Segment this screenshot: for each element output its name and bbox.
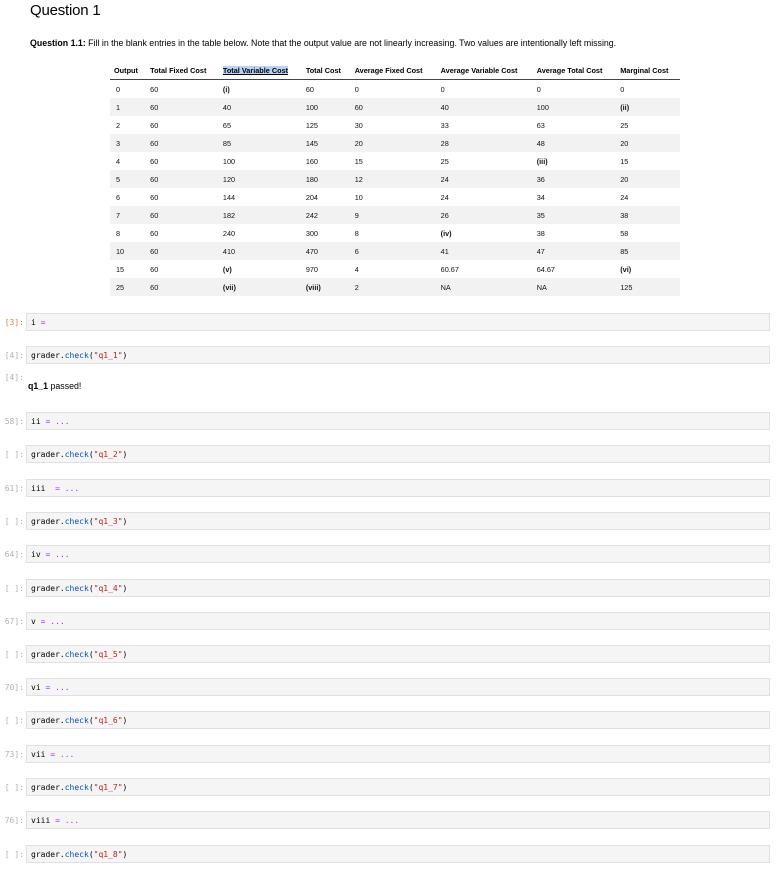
- code-input[interactable]: grader.check("q1_4"): [26, 579, 770, 597]
- code-method: check: [64, 517, 89, 526]
- code-string: "q1_7": [93, 783, 123, 792]
- cell-prompt: 64]:: [4, 550, 24, 559]
- table-cell: 60: [150, 102, 159, 112]
- table-cell: 34: [536, 192, 545, 202]
- cell-prompt: [4]:: [4, 351, 24, 360]
- table-cell: 9: [354, 210, 359, 220]
- table-cell: 85: [620, 246, 629, 256]
- code-variable: v: [31, 617, 36, 626]
- table-cell: 40: [222, 102, 232, 112]
- code-method: check: [64, 783, 89, 792]
- cell-prompt: 76]:: [4, 816, 24, 825]
- question-heading: Question 1: [30, 2, 101, 19]
- table-cell: 4: [116, 156, 121, 166]
- table-cell: 63: [536, 120, 545, 130]
- table-cell: 35: [536, 210, 545, 220]
- code-variable: vi: [31, 683, 41, 692]
- table-cell: 8: [116, 228, 121, 238]
- code-function: grader.check: [31, 517, 89, 526]
- code-operator: = ...: [45, 750, 75, 759]
- code-string: "q1_6": [93, 716, 123, 725]
- table-cell: 12: [354, 174, 363, 184]
- table-cell: 60: [150, 120, 159, 130]
- code-input[interactable]: [26, 545, 770, 563]
- table-cell: (i): [222, 84, 230, 94]
- table-cell: 0: [354, 84, 359, 94]
- column-header: Output: [110, 62, 146, 80]
- code-operator: = ...: [40, 550, 70, 559]
- table-cell: 125: [305, 120, 318, 130]
- table-cell: 0: [620, 84, 625, 94]
- table-body: [110, 80, 680, 297]
- table-cell: 60: [150, 156, 159, 166]
- code-variable: ii: [31, 417, 41, 426]
- table-cell: 300: [305, 228, 318, 238]
- table-cell: 470: [305, 246, 318, 256]
- code-variable: iii: [31, 484, 46, 493]
- code-function: grader.check: [31, 716, 89, 725]
- cell-prompt: [ ]:: [4, 450, 24, 459]
- table-header-row: [110, 62, 680, 80]
- table-cell: 180: [305, 174, 318, 184]
- code-cell: [0, 845, 780, 865]
- table-cell: (vii): [222, 282, 236, 292]
- table-row: [110, 206, 680, 224]
- code-method: check: [64, 850, 89, 859]
- table-cell: 20: [620, 138, 629, 148]
- test-name: q1_1: [28, 381, 49, 391]
- code-method: check: [64, 351, 89, 360]
- cell-prompt: [ ]:: [4, 850, 24, 859]
- cell-prompt: 67]:: [4, 617, 24, 626]
- code-input[interactable]: grader.check("q1_1"): [26, 346, 770, 364]
- code-string: "q1_5": [93, 650, 123, 659]
- grader-output: [28, 381, 81, 391]
- code-function: grader.check: [31, 450, 89, 459]
- code-operator: = ...: [50, 816, 80, 825]
- table-cell: 25: [116, 282, 125, 292]
- table-cell: 0: [536, 84, 541, 94]
- table-cell: NA: [440, 282, 451, 292]
- table-cell: (iii): [536, 156, 548, 166]
- table-cell: 60: [150, 84, 159, 94]
- code-input[interactable]: grader.check("q1_8"): [26, 845, 770, 863]
- code-method: check: [64, 716, 89, 725]
- table-row: [110, 188, 680, 206]
- table-cell: 100: [305, 102, 318, 112]
- table-cell: 160: [305, 156, 318, 166]
- table-cell: 242: [305, 210, 318, 220]
- table-cell: 60: [150, 192, 159, 202]
- table-cell: 24: [620, 192, 629, 202]
- code-input[interactable]: grader.check("q1_2"): [26, 445, 770, 463]
- table-cell: 60: [150, 138, 159, 148]
- table-cell: 36: [536, 174, 545, 184]
- table-cell: 60: [305, 84, 314, 94]
- code-cell: [0, 745, 780, 765]
- code-cell: [0, 545, 780, 565]
- code-variable: iv: [31, 550, 41, 559]
- table-cell: NA: [536, 282, 547, 292]
- code-method: check: [64, 584, 89, 593]
- column-header: Average Fixed Cost: [351, 62, 437, 80]
- table-cell: 970: [305, 264, 318, 274]
- table-cell: 25: [440, 156, 449, 166]
- table-cell: 60: [150, 210, 159, 220]
- code-string: "q1_3": [93, 517, 123, 526]
- table-cell: (viii): [305, 282, 321, 292]
- table-cell: 145: [305, 138, 318, 148]
- code-operator: =: [35, 318, 46, 327]
- code-function: grader.check: [31, 650, 89, 659]
- code-cell: [0, 412, 780, 432]
- code-input[interactable]: [26, 313, 770, 331]
- column-header: Average Total Cost: [533, 62, 616, 80]
- code-input[interactable]: [26, 811, 770, 829]
- column-header: [219, 62, 302, 80]
- table-cell: 38: [536, 228, 545, 238]
- table-cell: 20: [620, 174, 629, 184]
- question-body: Fill in the blank entries in the table below. Note that the output value are not linearly increasing. Two values are intentionally left missing.: [85, 38, 617, 48]
- table-cell: 60: [150, 174, 159, 184]
- table-cell: 15: [620, 156, 629, 166]
- question-instructions: [30, 38, 616, 48]
- table-cell: 38: [620, 210, 629, 220]
- cell-prompt: 61]:: [4, 484, 24, 493]
- table-cell: 85: [222, 138, 232, 148]
- code-input[interactable]: [26, 412, 770, 430]
- cell-prompt: 73]:: [4, 750, 24, 759]
- table-cell: 240: [222, 228, 236, 238]
- cell-prompt: [ ]:: [4, 716, 24, 725]
- code-cell: [0, 479, 780, 499]
- cell-prompt: [ ]:: [4, 650, 24, 659]
- table-cell: 60: [150, 228, 159, 238]
- table-cell: 2: [354, 282, 359, 292]
- table-cell: (vi): [620, 264, 632, 274]
- table-cell: 144: [222, 192, 236, 202]
- table-cell: 58: [620, 228, 629, 238]
- table-cell: 60: [150, 282, 159, 292]
- code-function: grader.check: [31, 351, 89, 360]
- code-input[interactable]: [26, 612, 770, 630]
- table-cell: 60: [354, 102, 363, 112]
- code-string: "q1_8": [93, 850, 123, 859]
- code-cell: [0, 445, 780, 465]
- table-cell: (ii): [620, 102, 630, 112]
- code-operator: = ...: [40, 417, 70, 426]
- table-row: [110, 152, 680, 170]
- code-cell: [0, 778, 780, 798]
- code-cell: [0, 645, 780, 665]
- table-cell: 60: [150, 246, 159, 256]
- test-result: passed!: [48, 381, 82, 391]
- code-operator: = ...: [35, 617, 65, 626]
- table-cell: 60: [150, 264, 159, 274]
- column-header: Marginal Cost: [616, 62, 680, 80]
- code-variable: viii: [31, 816, 51, 825]
- code-method: check: [64, 450, 89, 459]
- column-header: Total Cost: [302, 62, 351, 80]
- table-row: [110, 80, 680, 99]
- cost-table: [110, 62, 680, 296]
- code-cell: [0, 678, 780, 698]
- table-row: [110, 242, 680, 260]
- table-cell: 2: [116, 120, 121, 130]
- table-row: [110, 98, 680, 116]
- code-input[interactable]: grader.check("q1_5"): [26, 645, 770, 663]
- code-string: "q1_4": [93, 584, 123, 593]
- table-cell: 25: [620, 120, 629, 130]
- code-function: grader.check: [31, 584, 89, 593]
- code-cell: [0, 313, 780, 333]
- table-cell: 65: [222, 120, 232, 130]
- cell-prompt: [ ]:: [4, 783, 24, 792]
- table-cell: 8: [354, 228, 359, 238]
- code-method: check: [64, 650, 89, 659]
- table-cell: 100: [536, 102, 549, 112]
- highlighted-header-text: Total Variable Cost: [222, 65, 289, 75]
- code-variable: vii: [31, 750, 46, 759]
- cell-prompt: [3]:: [4, 318, 24, 327]
- table-cell: 33: [440, 120, 449, 130]
- table-cell: 20: [354, 138, 363, 148]
- code-cell: [0, 512, 780, 532]
- table-cell: 1: [116, 102, 121, 112]
- code-variable: i: [31, 318, 36, 327]
- code-input[interactable]: grader.check("q1_7"): [26, 778, 770, 796]
- table-cell: 24: [440, 192, 449, 202]
- code-input[interactable]: [26, 745, 770, 763]
- table-cell: 41: [440, 246, 449, 256]
- code-cell: [0, 579, 780, 599]
- table-cell: 15: [116, 264, 125, 274]
- table-cell: 182: [222, 210, 236, 220]
- table-cell: 6: [116, 192, 121, 202]
- table-cell: 60.67: [440, 264, 459, 274]
- table-cell: 28: [440, 138, 449, 148]
- cell-prompt: [ ]:: [4, 584, 24, 593]
- table-cell: 10: [116, 246, 125, 256]
- table-cell: 0: [440, 84, 445, 94]
- table-row: [110, 170, 680, 188]
- output-prompt: [4]:: [4, 373, 24, 382]
- code-operator: = ...: [45, 484, 80, 493]
- table-cell: 125: [620, 282, 633, 292]
- column-header: Average Variable Cost: [437, 62, 533, 80]
- table-cell: 410: [222, 246, 236, 256]
- code-string: "q1_2": [93, 450, 123, 459]
- code-cell: [0, 346, 780, 366]
- table-cell: 47: [536, 246, 545, 256]
- table-cell: 0: [116, 84, 121, 94]
- table-cell: 100: [222, 156, 236, 166]
- table-cell: 3: [116, 138, 121, 148]
- table-cell: 15: [354, 156, 363, 166]
- code-input[interactable]: grader.check("q1_6"): [26, 711, 770, 729]
- table-row: [110, 116, 680, 134]
- cell-prompt: 70]:: [4, 683, 24, 692]
- code-function: grader.check: [31, 850, 89, 859]
- table-cell: 64.67: [536, 264, 555, 274]
- code-string: "q1_1": [93, 351, 123, 360]
- column-header: Total Fixed Cost: [146, 62, 219, 80]
- table-cell: 120: [222, 174, 236, 184]
- code-cell: [0, 612, 780, 632]
- code-input[interactable]: [26, 479, 770, 497]
- code-operator: = ...: [40, 683, 70, 692]
- table-cell: 6: [354, 246, 359, 256]
- cell-prompt: [ ]:: [4, 517, 24, 526]
- table-row: [110, 278, 680, 296]
- table-cell: 48: [536, 138, 545, 148]
- table-cell: 5: [116, 174, 121, 184]
- table-cell: (v): [222, 264, 232, 274]
- cell-prompt: 58]:: [4, 417, 24, 426]
- code-input[interactable]: [26, 678, 770, 696]
- table-cell: (iv): [440, 228, 452, 238]
- code-function: grader.check: [31, 783, 89, 792]
- table-cell: 40: [440, 102, 449, 112]
- question-label: Question 1.1:: [30, 38, 86, 48]
- code-cell: [0, 811, 780, 831]
- table-cell: 7: [116, 210, 121, 220]
- table-cell: 26: [440, 210, 449, 220]
- table-row: [110, 260, 680, 278]
- table-cell: 24: [440, 174, 449, 184]
- table-cell: 204: [305, 192, 318, 202]
- code-input[interactable]: grader.check("q1_3"): [26, 512, 770, 530]
- table-cell: 4: [354, 264, 359, 274]
- table-cell: 10: [354, 192, 363, 202]
- code-cell: [0, 711, 780, 731]
- table-row: [110, 134, 680, 152]
- table-cell: 30: [354, 120, 363, 130]
- table-row: [110, 224, 680, 242]
